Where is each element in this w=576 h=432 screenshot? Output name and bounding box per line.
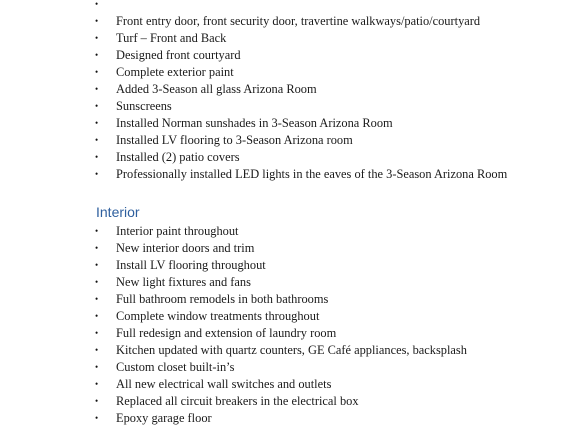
list-item-text: Turf – Front and Back [116,31,227,45]
list-item [0,257,576,274]
list-item-text: New interior doors and trim [116,241,255,255]
exterior-list [0,0,576,183]
bullet-icon: • [95,226,99,236]
list-item-text: Designed front courtyard [116,48,241,62]
list-item [0,393,576,410]
bullet-icon: • [95,413,99,423]
list-item-text: Front entry door, front security door, travertine walkways/patio/courtyard [116,14,481,28]
list-item [0,342,576,359]
list-item-text: Full bathroom remodels in both bathrooms [116,292,329,306]
list-item-text: Installed (2) patio covers [116,150,240,164]
list-item-text: Installed Norman sunshades in 3-Season Arizona Room [116,116,393,130]
list-item [0,308,576,325]
list-item [0,81,576,98]
list-item [0,291,576,308]
list-item [0,13,576,30]
bullet-icon: • [95,169,99,179]
bullet-icon: • [95,118,99,128]
list-item-text: Interior paint throughout [116,224,239,238]
bullet-icon: • [95,328,99,338]
section-heading-interior: Interior [96,204,140,220]
list-item [0,132,576,149]
list-item-text: Kitchen updated with quartz counters, GE Café appliances, backsplash [116,343,467,357]
bullet-icon: • [95,67,99,77]
bullet-icon: • [95,362,99,372]
list-item [0,30,576,47]
list-item [0,410,576,427]
list-item [0,166,576,183]
list-item [0,359,576,376]
list-item-text: Epoxy garage floor [116,411,212,425]
list-item [0,47,576,64]
bullet-icon: • [95,101,99,111]
bullet-icon: • [95,294,99,304]
list-item-text: Complete window treatments throughout [116,309,320,323]
list-item-text: Sunscreens [116,99,172,113]
list-item-text: Install LV flooring throughout [116,258,266,272]
bullet-icon: • [95,345,99,355]
bullet-icon: • [95,50,99,60]
list-item [0,376,576,393]
list-item [0,325,576,342]
list-item-text: Complete exterior paint [116,65,234,79]
bullet-icon: • [95,84,99,94]
bullet-icon: • [95,33,99,43]
list-item-text: Full redesign and extension of laundry room [116,326,337,340]
list-item-text: Added 3-Season all glass Arizona Room [116,82,317,96]
list-item-text: Installed LV flooring to 3-Season Arizona room [116,133,353,147]
bullet-icon: • [95,16,99,26]
list-item [0,240,576,257]
bullet-icon: • [95,311,99,321]
list-item-text: Custom closet built-in’s [116,360,235,374]
list-item [0,98,576,115]
bullet-icon: • [95,260,99,270]
bullet-icon: • [95,379,99,389]
bullet-icon: • [95,152,99,162]
bullet-icon: • [95,0,99,9]
list-item [0,149,576,166]
list-item [0,64,576,81]
list-item-text: All new electrical wall switches and outlets [116,377,332,391]
bullet-icon: • [95,135,99,145]
list-item [0,115,576,132]
list-item [0,223,576,240]
list-item-text: Professionally installed LED lights in the eaves of the 3-Season Arizona Room [116,167,508,181]
bullet-icon: • [95,396,99,406]
bullet-icon: • [95,243,99,253]
list-item [0,0,576,13]
list-item [0,274,576,291]
list-item-text: New light fixtures and fans [116,275,251,289]
bullet-icon: • [95,277,99,287]
interior-list [0,223,576,427]
list-item-text: Replaced all circuit breakers in the electrical box [116,394,359,408]
